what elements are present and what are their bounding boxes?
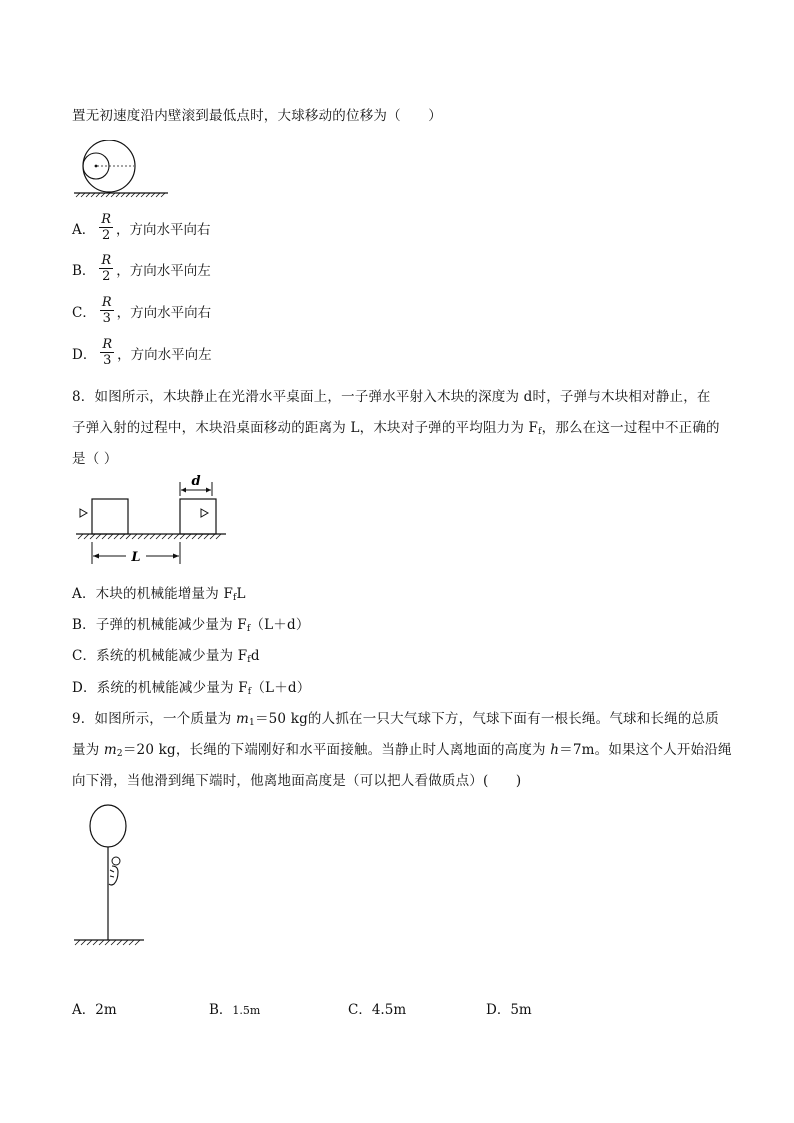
q7-option-b[interactable] [72,254,211,283]
q8-block-bullet-figure [72,470,232,570]
fraction [99,254,113,283]
q7-option-a[interactable] [72,213,211,242]
fraction-numerator: R [101,212,112,227]
subscript: f [246,624,251,634]
q9-choice-b[interactable] [209,998,260,1018]
q8-stem-line1: 8．如图所示，木块静止在光滑水平桌面上，一子弹水平射入木块的深度为 d时，子弹与木块相对静止，在 [72,389,711,405]
fraction-numerator: R [101,295,112,310]
fraction [100,338,114,367]
q8-stem-line3: 是（ ） [72,451,118,467]
q9-choice-c[interactable] [348,998,406,1018]
option-letter: C． [348,1002,372,1018]
option-text: D．系统的机械能减少量为 F [72,680,248,696]
q8-option-d[interactable] [72,676,310,697]
option-text: ，方向水平向右 [116,221,211,238]
label-d: d [191,474,201,489]
q8-stem-line2 [72,416,720,437]
option-value: 5m [510,1002,532,1018]
q7-option-c[interactable] [72,296,211,325]
q9-stem-line1 [72,707,719,728]
fraction-denominator: 2 [102,269,111,284]
text: 9．如图所示，一个质量为 [72,711,236,727]
option-letter: A． [72,221,96,238]
option-text: B．子弹的机械能减少量为 F [72,617,247,633]
q8-line2-part-b: ，那么在这一过程中不正确的 [541,420,720,436]
fraction-denominator: 2 [102,228,111,243]
q9-choice-d[interactable] [486,998,532,1018]
option-text: ，方向水平向左 [116,262,211,279]
q8-option-b[interactable] [72,613,310,634]
q7-ball-figure [70,140,170,200]
q9-stem-line2 [72,738,732,759]
subscript: 1 [249,718,255,728]
option-letter: C． [72,304,96,321]
fraction-denominator: 3 [103,353,112,368]
option-text: A．木块的机械能增量为 F [72,586,234,602]
q8-line2-part-a: 子弹入射的过程中，木块沿桌面移动的距离为 L，木块对子弹的平均阻力为 F [72,420,539,436]
q7-stem-tail: 置无初速度沿内壁滚到最低点时，大球移动的位移为（ ） [72,108,442,124]
subscript: f [247,655,251,665]
fraction [100,296,114,325]
option-letter: D． [486,1002,511,1018]
variable-m: m [235,711,249,727]
variable-h: h [550,742,560,758]
q9-choice-a[interactable] [72,998,117,1018]
q7-option-d[interactable] [72,338,212,367]
text: ＝50 kg的人抓在一只大气球下方，气球下面有一根长绳。气球和长绳的总质 [254,711,719,727]
fraction-denominator: 3 [102,311,111,326]
option-text: ，方向水平向左 [117,346,212,363]
variable-m: m [103,742,117,758]
option-text: ，方向水平向右 [116,304,212,321]
fraction [99,213,113,242]
text: 量为 [72,742,104,758]
subscript: f [538,427,542,437]
q9-balloon-figure [72,800,152,950]
option-value: 4.5m [371,1002,407,1018]
option-text-tail: （L＋d） [251,680,311,696]
label-L: L [131,550,141,565]
option-letter: D． [72,346,97,363]
option-value: 2m [95,1002,117,1018]
text: ＝7m。如果这个人开始沿绳 [559,742,732,758]
q8-option-c[interactable] [72,644,260,665]
text: ＝20 kg，长绳的下端刚好和水平面接触。当静止时人离地面的高度为 [122,742,551,758]
fraction-numerator: R [101,253,112,268]
option-letter: B． [72,262,96,279]
option-text-tail: L [236,586,246,602]
option-letter: B． [209,1002,233,1018]
option-value: 1.5m [232,1004,261,1017]
option-letter: A． [72,1002,96,1018]
q9-stem-line3: 向下滑，当他滑到绳下端时，他离地面高度是（可以把人看做质点）( ) [72,773,522,789]
option-text: C．系统的机械能减少量为 F [72,648,248,664]
subscript: f [233,593,237,603]
subscript: f [247,687,252,697]
option-text-tail: d [250,648,260,664]
q8-option-a[interactable] [72,582,246,603]
option-text-tail: （L＋d） [250,617,310,633]
fraction-numerator: R [102,337,113,352]
subscript: 2 [116,749,123,759]
